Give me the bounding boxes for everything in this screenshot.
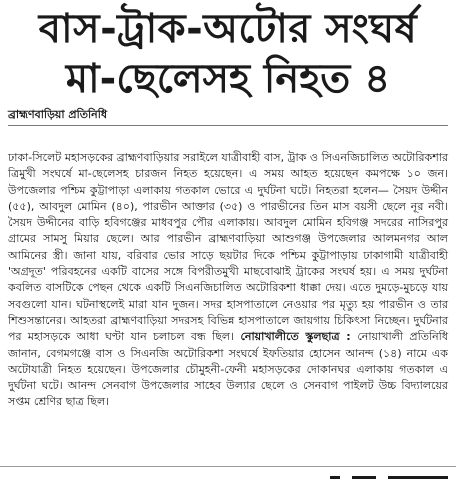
cropped-next-headline xyxy=(0,470,456,483)
article-paragraph-2: নোয়াখালী প্রতিনিধি জানান, বেগমগঞ্জে বাস ও সিএনজি অটোরিকশা সংঘর্ষে ইফতিয়ার হোসেন আনন্দ (১৪) নামে এক অটোযাত্রী নিহত হয়েছেন। উপজেলার চৌমুহনী-ফেনী মহাসড়কের দোকানঘর এলাকায় গতকাল এ দুর্ঘটনা ঘটে। আনন্দ সেনবাগ উপজেলার সাহেব উল্যার ছেলে ও সেনবাগ পাইলট উচ্চ বিদ্যালয়ের সপ্তম শ্রেণির ছাত্র ছিল। xyxy=(8,330,448,409)
article-subhead: নোয়াখালীতে স্কুলছাত্র : xyxy=(240,330,358,344)
byline-divider xyxy=(8,125,448,126)
headline-line-1: বাস-ট্রাক-অটোর সংঘর্ষ xyxy=(38,6,418,52)
headline-line-2: মা-ছেলেসহ নিহত ৪ xyxy=(65,56,391,102)
article-paragraph-1: ঢাকা-সিলেট মহাসড়কের ব্রাহ্মণবাড়িয়ার সরাইলে যাত্রীবাহী বাস, ট্রাক ও সিএনজিচালিত অটোরিকশার ত্রিমুখী সংঘর্ষে মা-ছেলেসহ চারজন নিহত হয়েছেন। এ সময় আহত হয়েছেন কমপক্ষে ১০ জন। উপজেলার পশ্চিম কুট্টাপাড়া এলাকায় গতকাল ভোরে এ দুর্ঘটনা ঘটে। নিহতরা হলেন— সৈয়দ উদ্দীন (৫৫), আবদুল মোমিন (৪০), পারভীন আক্তার (৩৫) ও পারভীনের তিন মাস বয়সী ছেলে নূর নবী। সৈয়দ উদ্দীনের বাড়ি হবিগঞ্জের মাধবপুর পৌর এলাকায়। আবদুল মোমিন হবিগঞ্জ সদরের নাসিরপুর গ্রামের সামসু মিয়ার ছেলে। আর পারভীন ব্রাহ্মণবাড়িয়া আশুগঞ্জ উপজেলার আলমনগর আল আমিনের স্ত্রী। জানা যায়, বরিবার ভোর সাড়ে ছয়টার দিকে পশ্চিম কুট্টাপাড়ায় ঢাকাগামী যাত্রীবাহী 'অগ্রদূত' পরিবহনের একটি বাসের সঙ্গে বিপরীতমুখী মাছবোঝাই ট্রাকের সংঘর্ষ হয়। এ সময় দুর্ঘটনা কবলিত বাসটিকে পেছন থেকে একটি সিএনজিচালিত অটোরিকশা ধাক্কা দেয়। এতে দুমড়ে-মুচড়ে যায় সবগুলো যান। ঘটনাস্থলেই মারা যান দুজন। সদর হাসপাতালে নেওয়ার পর মৃত্যু হয় পারভীন ও তার শিশুসন্তানের। আহতরা ব্রাহ্মণবাড়িয়া সদরসহ বিভিন্ন হাসপাতালে জায়গায় চিকিৎসা নিচ্ছেন। দুর্ঘটনার পর মহাসড়কে আধা ঘণ্টা যান চলাচল বন্ধ ছিল। xyxy=(8,151,448,344)
article-body xyxy=(8,150,448,411)
byline: ব্রাহ্মণবাড়িয়া প্রতিনিধি xyxy=(8,108,108,121)
bottom-divider xyxy=(0,466,456,467)
